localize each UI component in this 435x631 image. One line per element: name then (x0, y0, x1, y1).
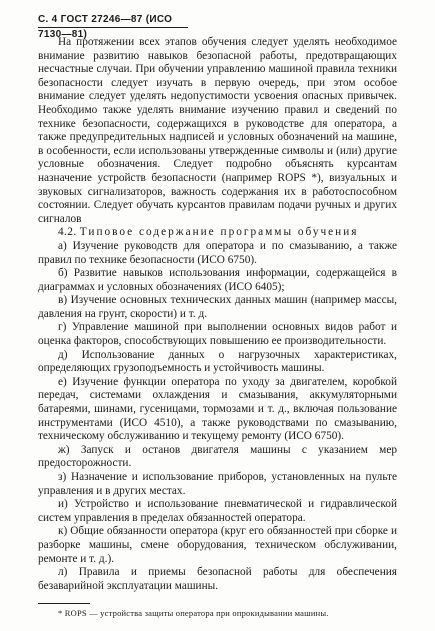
footnote: * ROPS — устройства защиты оператора при опрокидывании машины. (58, 608, 329, 619)
footnote-divider (38, 603, 90, 604)
list-item-d: д) Использование данных о нагрузочных характеристиках, определяющих грузоподъемность и устойчивость машины. (38, 348, 397, 375)
list-item-k: к) Общие обязанности оператора (круг его обязанностей при сборке и разборке машины, смене оборудования, техническом обслуживании, ремонте и т. д.). (38, 525, 397, 565)
list-item-i: и) Устройство и использование пневматической и гидравлической систем управления в пределах обязанностей оператора. (38, 498, 397, 524)
list-item-l: л) Правила и приемы безопасной работы для обеспечения безаварийной эксплуатации машины. (38, 566, 397, 592)
list-item-a: а) Изучение руководств для оператора и по смазыванию, а также правил по технике безопасности (ИСО 6750). (38, 239, 397, 266)
running-head: С. 4 ГОСТ 27246—87 (ИСО 7130—81) (38, 12, 188, 28)
section-number: 4.2. (58, 226, 77, 239)
list-item-e: е) Изучение функции оператора по уходу за двигателем, коробкой передач, системами охлаждения и смазывания, аккумуляторными батареями, шинами, гусеницами, тормозами и т. д., включая пользование инструментами (ИСО 4510), а также руководствами по смазыванию, техническому обслуживанию и текущему ремонту (ИСО 6750). (38, 375, 397, 443)
section-title: Типовое содержание программы обучения (79, 226, 359, 239)
list-item-z: з) Назначение и использование приборов, установленных на пульте управления и в других местах. (38, 471, 397, 497)
section-heading (38, 226, 397, 240)
list-item-g: г) Управление машиной при выполнении основных видов работ и оценка факторов, способствующих повышению ее производительности. (38, 321, 397, 348)
paragraph-intro: На протяжении всех этапов обучения следует уделять необходимое внимание развитию навыков безопасной работы, предотвращающих несчастные случаи. При обучении управлению машиной правила техники безопасности следует изучать в первую очередь, при этом особое внимание следует уделять недопустимости усвоения опасных привычек. Необходимо также уделять внимание изучению правил и сведений по технике безопасности, содержащихся в руководстве для оператора, а также предупредительных надписей и условных обозначений на машине, в особенности, если использованы утвержденные символы и (или) другие условные обозначения. Следует подробно объяснять курсантам назначение устройств безопасности (например ROPS *), визуальных и звуковых сигнализаторов, важность содержания их в работоспособном состоянии. Следует обучать курсантов правилам подачи ручных и других сигналов (38, 36, 397, 225)
list-item-zh: ж) Запуск и останов двигателя машины с указанием мер предосторожности. (38, 443, 397, 470)
list-item-v: в) Изучение основных технических данных машин (например массы, давления на грунт, скорости) и т. д. (38, 294, 397, 320)
list-item-b: б) Развитие навыков использования информации, содержащейся в диаграммах и условных обозначениях (ИСО 6405); (38, 267, 397, 293)
document-body (38, 36, 397, 593)
